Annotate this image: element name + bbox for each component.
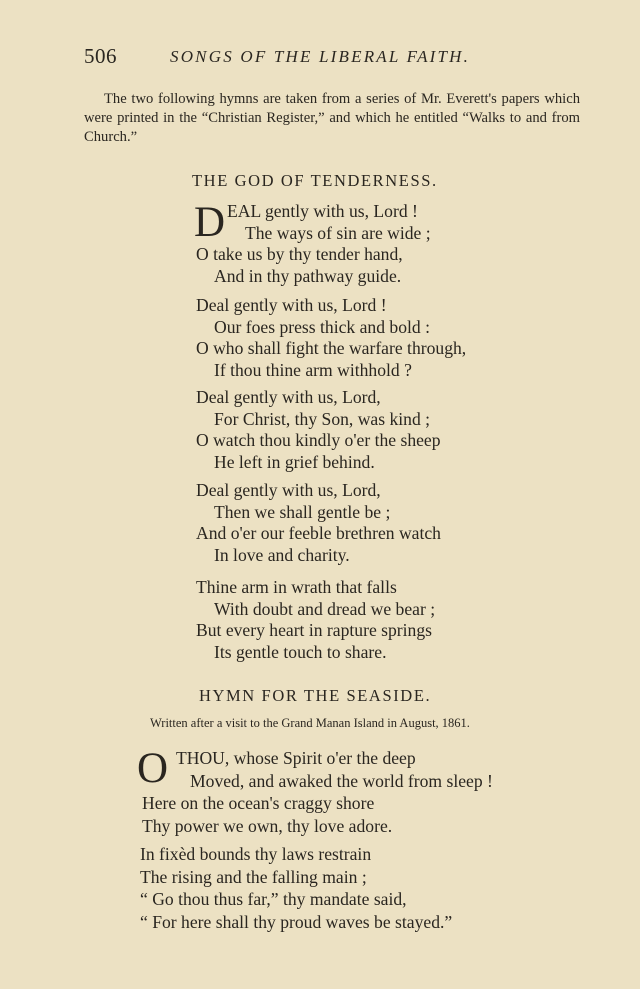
verse-line: In fixèd bounds thy laws restrain <box>140 844 372 864</box>
verse-line: If thou thine arm withhold ? <box>214 360 412 381</box>
verse-line: “ For here shall thy proud waves be stayed.” <box>140 911 453 932</box>
verse-line: But every heart in rapture springs <box>196 620 432 641</box>
verse-line: For Christ, thy Son, was kind ; <box>214 408 431 429</box>
verse-line: And o'er our feeble brethren watch <box>196 523 441 544</box>
verse-line: “ Go thou thus far,” thy mandate said, <box>140 889 407 909</box>
verse-line: Deal gently with us, Lord, <box>196 387 381 407</box>
verse-line: The rising and the falling main ; <box>140 866 367 887</box>
verse-line: And in thy pathway guide. <box>214 266 402 287</box>
verse-line: O watch thou kindly o'er the sheep <box>196 430 441 451</box>
running-head: SONGS OF THE LIBERAL FAITH. <box>170 47 471 66</box>
drop-cap-o: O <box>137 745 169 792</box>
hymn2-stanza-1 <box>137 745 493 837</box>
verse-line: In love and charity. <box>214 545 350 566</box>
verse-line: He left in grief behind. <box>214 452 375 473</box>
hymn-title-seaside: HYMN FOR THE SEASIDE. <box>199 686 432 705</box>
hymn1-stanza-1 <box>196 201 431 288</box>
verse-line: Thy power we own, thy love adore. <box>142 815 393 836</box>
verse-line: Our foes press thick and bold : <box>214 316 430 337</box>
hymn2-stanza-2 <box>140 843 452 933</box>
verse-line: With doubt and dread we bear ; <box>214 598 436 619</box>
hymn1-stanza-3 <box>196 387 441 474</box>
intro-paragraph: The two following hymns are taken from a series of Mr. Everett's papers which were printed in the “Christian Register,” and which he entitled “Walks to and from Church.” <box>84 91 580 145</box>
hymn-subtitle: Written after a visit to the Grand Manan Island in August, 1861. <box>150 716 470 730</box>
verse-line: O who shall fight the warfare through, <box>196 338 467 359</box>
hymn1-stanza-5 <box>196 577 435 664</box>
hymn1-stanza-2 <box>196 295 466 382</box>
page-header <box>84 44 544 72</box>
drop-cap-d: D <box>194 199 226 246</box>
verse-line: Deal gently with us, Lord ! <box>196 295 387 315</box>
hymn-title-god-of-tenderness: THE GOD OF TENDERNESS. <box>192 171 438 190</box>
verse-line: Here on the ocean's craggy shore <box>142 793 375 813</box>
verse-line: Its gentle touch to share. <box>214 642 387 663</box>
first-line-text: EAL gently with us, Lord ! <box>227 201 418 221</box>
verse-line: O take us by thy tender hand, <box>196 244 403 265</box>
verse-line: Then we shall gentle be ; <box>214 501 391 522</box>
verse-line: Thine arm in wrath that falls <box>196 577 397 597</box>
verse-line: Deal gently with us, Lord, <box>196 480 381 500</box>
verse-line: The ways of sin are wide ; <box>245 222 431 243</box>
page-number: 506 <box>84 44 117 68</box>
hymn1-stanza-4 <box>196 480 441 567</box>
verse-line: Moved, and awaked the world from sleep ! <box>190 770 493 791</box>
first-line-text: THOU, whose Spirit o'er the deep <box>176 748 416 768</box>
